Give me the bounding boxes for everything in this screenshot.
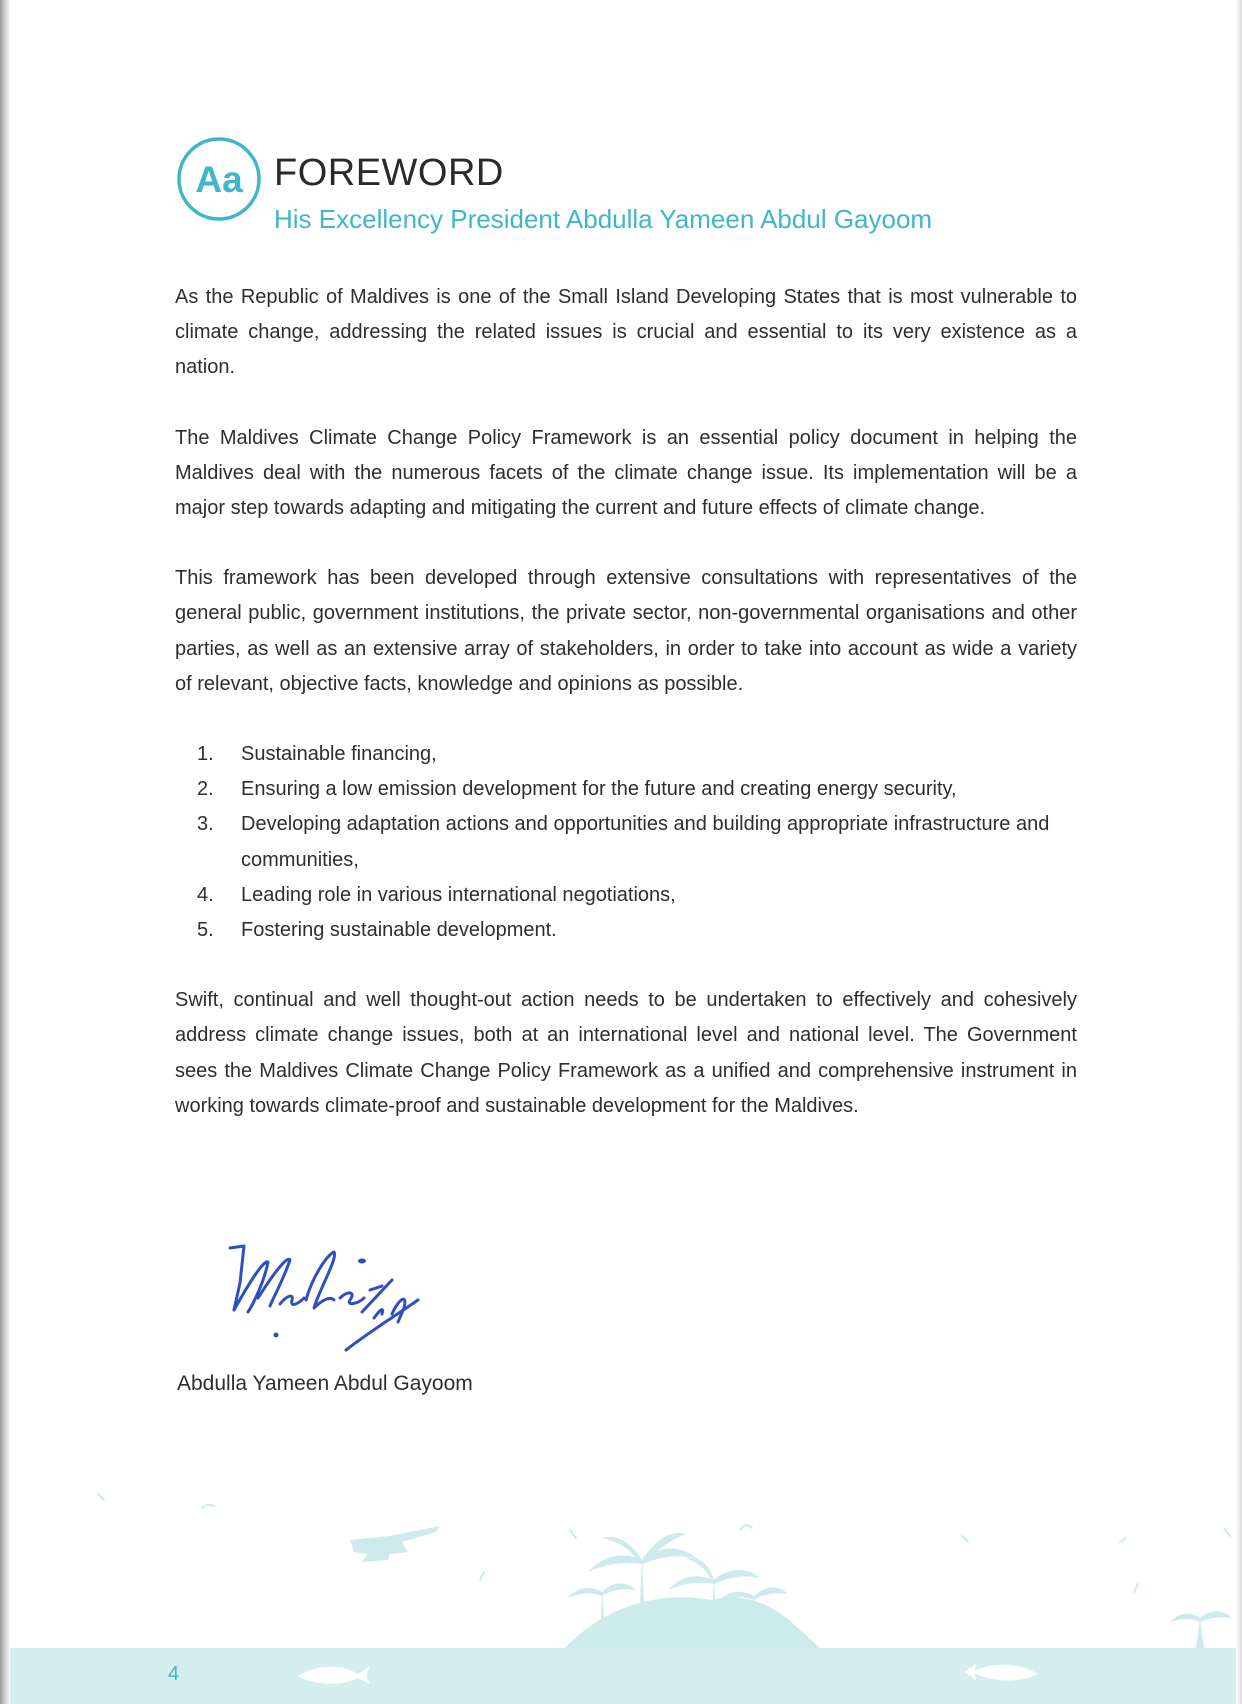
fish-icon [962,1660,1040,1686]
page-title: FOREWORD [274,152,504,194]
fish-icon [296,1662,372,1688]
foreword-body [175,280,1077,1159]
page-left-edge-shadow [0,0,10,1704]
list-item [175,878,1077,913]
priority-list [175,737,1077,948]
page-subtitle: His Excellency President Abdulla Yameen Abdul Gayoom [274,204,933,234]
list-item-number: 4. [197,883,214,906]
palm-tree-icon [1170,1611,1232,1648]
list-item-text: Ensuring a low emission development for the future and creating energy security, [241,778,957,801]
list-item-text: Sustainable financing, [241,743,437,766]
paragraph-3: This framework has been developed through extensive consultations with representatives of the general public, government institutions, the private sector, non-governmental organisations and other parties, as well as an extensive array of stakeholders, in order to take into account as wide a variety of relevant, objective facts, knowledge and opinions as possible. [175,567,1077,695]
list-item-text: Leading role in various international negotiations, [241,883,676,906]
logo-circle-icon [176,136,262,222]
list-item [175,772,1077,807]
paragraph-2: The Maldives Climate Change Policy Framework is an essential policy document in helping the Maldives deal with the numerous facets of the climate change issue. Its implementation will be a major step towards adapting and mitigating the current and future effects of climate change. [175,426,1077,520]
page-right-edge-shadow [1236,0,1242,1704]
foreword-logo-badge [176,136,272,232]
closing-paragraph: Swift, continual and well thought-out action needs to be undertaken to effectively and cohesively address climate change issues, both at an international level and national level. The Government sees the Maldives Climate Change Policy Framework as a unified and comprehensive instrument in working towards climate-proof and sustainable development for the Maldives. [175,989,1077,1117]
page-number: 4 [168,1663,180,1685]
seaplane-icon [350,1526,440,1562]
footer-band [10,1648,1236,1704]
island-scenery-illustration [10,1480,1236,1650]
list-item-number: 3. [197,813,214,836]
logo-text: Aa [195,159,243,200]
list-item [175,737,1077,772]
document-page [10,0,1236,1704]
list-item-number: 1. [197,743,214,766]
list-item [175,807,1077,877]
list-item-number: 5. [197,919,214,942]
handwritten-signature [222,1238,452,1363]
paragraph-1: As the Republic of Maldives is one of the Small Island Developing States that is most vulnerable to climate change, addressing the related issues is crucial and essential to its very existence as a nation. [175,286,1077,379]
list-item [175,913,1077,948]
list-item-text: Developing adaptation actions and opportunities and building appropriate infrastructure and communities, [241,813,1050,871]
list-item-number: 2. [197,778,214,801]
list-item-text: Fostering sustainable development. [241,919,557,942]
signer-name: Abdulla Yameen Abdul Gayoom [177,1372,473,1395]
